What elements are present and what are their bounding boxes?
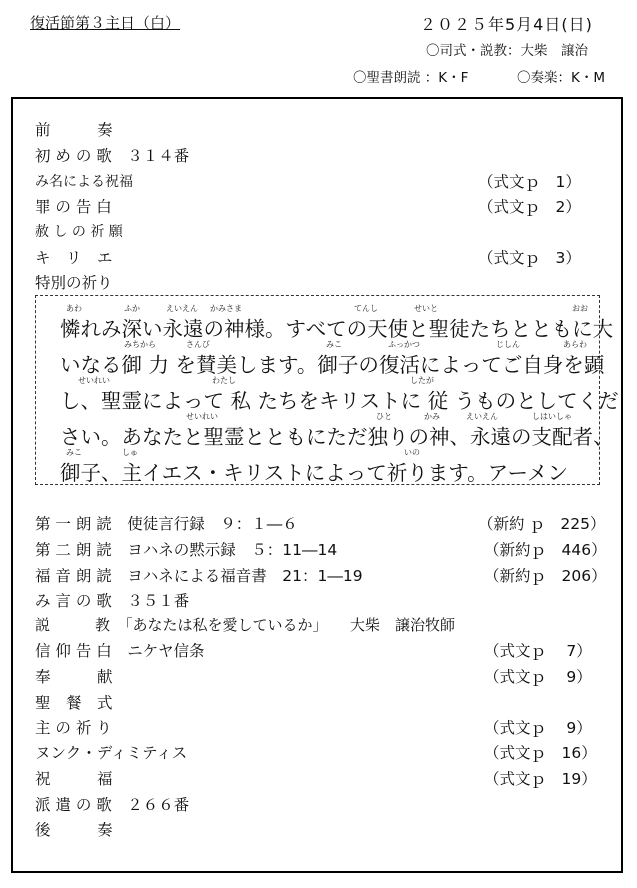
order-item-nunc-dimittis: ヌンク・ディミティス xyxy=(35,744,188,762)
order-ref-kyrie: （式文ｐ 3） xyxy=(478,249,581,267)
order-ref-invocation: （式文ｐ 1） xyxy=(478,173,581,191)
ruby: みこ xyxy=(326,340,342,349)
officiant-info: 〇司式・説教：大柴 譲治 xyxy=(426,43,588,59)
ruby: あわ xyxy=(66,304,82,313)
order-ref-lords-prayer: （式文ｐ 9） xyxy=(484,719,592,737)
order-ref-confession: （式文ｐ 2） xyxy=(478,198,581,216)
ruby: あらわ xyxy=(563,340,587,349)
order-item-prelude: 前 奏 xyxy=(35,121,113,139)
prayer-line-5: 御子、主イエス・キリストによって祈ります。アーメン xyxy=(60,461,568,485)
ruby: いの xyxy=(404,448,420,457)
order-ref-creed: （式文ｐ 7） xyxy=(484,642,592,660)
service-title: 復活節第３主日（白） xyxy=(30,14,181,32)
ruby: みこ xyxy=(66,448,82,457)
ruby: わたし xyxy=(212,376,236,385)
special-prayer-box xyxy=(35,295,619,485)
ruby: えいえん xyxy=(466,412,498,421)
order-item-invocation: み名による祝福 xyxy=(35,174,133,190)
ruby: かみさま xyxy=(210,304,242,313)
prayer-line-2: いなる御 力 を賛美します。御子の復活によってご自身を顕 xyxy=(60,353,605,377)
ruby: しゅ xyxy=(122,448,138,457)
ruby: さんび xyxy=(186,340,210,349)
ruby: せいれい xyxy=(78,376,110,385)
ruby: かみ xyxy=(424,412,440,421)
order-item-absolution: 赦 し の 祈 願 xyxy=(35,224,123,240)
order-item-lords-prayer: 主 の 祈 り xyxy=(35,719,112,737)
ruby: みちから xyxy=(124,340,156,349)
order-item-sermon-hymn: み 言 の 歌 ３５１番 xyxy=(35,592,190,610)
reader-info: 〇聖書朗読 ：K・F xyxy=(353,70,469,86)
ruby: しはいしゃ xyxy=(532,412,572,421)
order-item-kyrie: キ リ エ xyxy=(35,249,113,267)
order-item-benediction: 祝 福 xyxy=(35,770,113,788)
order-item-first-reading: 第 一 朗 読 使徒言行録 ９：１―６ xyxy=(35,515,298,533)
order-item-offering: 奉 献 xyxy=(35,668,113,686)
prayer-line-1: 憐れみ深い永遠の神様。すべての天使と聖徒たちとともに大 xyxy=(60,317,614,341)
order-item-gospel-reading: 福 音 朗 読 ヨハネによる福音書 21：1―19 xyxy=(35,567,363,585)
order-ref-offering: （式文ｐ 9） xyxy=(484,668,592,686)
ruby: えいえん xyxy=(166,304,198,313)
order-ref-second-reading: （新約ｐ 446） xyxy=(484,541,607,559)
order-ref-benediction: （式文ｐ 19） xyxy=(484,770,597,788)
ruby: ふか xyxy=(124,304,140,313)
ruby: おお xyxy=(572,304,588,313)
ruby: じしん xyxy=(496,340,520,349)
order-item-special-prayer: 特別の祈り xyxy=(35,274,113,292)
order-item-creed: 信 仰 告 白 ニケヤ信条 xyxy=(35,642,205,660)
ruby: ふっかつ xyxy=(388,340,420,349)
ruby: したが xyxy=(410,376,434,385)
order-ref-nunc-dimittis: （式文ｐ 16） xyxy=(484,744,597,762)
ruby: せいと xyxy=(414,304,438,313)
order-item-postlude: 後 奏 xyxy=(35,821,113,839)
order-ref-gospel-reading: （新約ｐ 206） xyxy=(484,567,607,585)
prayer-line-3: し、聖霊によって 私 たちをキリストに 従 うものとしてくだ xyxy=(60,389,619,413)
order-item-confession: 罪 の 告 白 xyxy=(35,198,112,216)
order-item-second-reading: 第 二 朗 読 ヨハネの黙示録 ５：11―14 xyxy=(35,541,338,559)
order-item-sermon: 説 教 「あなたは私を愛しているか」 大柴 譲治牧師 xyxy=(35,616,456,634)
ruby: ひと xyxy=(376,412,392,421)
prayer-line-4: さい。あなたと聖霊とともにただ独りの神、永遠の支配者、 xyxy=(60,425,614,449)
order-item-communion: 聖 餐 式 xyxy=(35,694,113,712)
order-item-sending-hymn: 派 遣 の 歌 ２６６番 xyxy=(35,796,190,814)
order-ref-first-reading: （新約 ｐ 225） xyxy=(478,515,606,533)
service-date: ２０２５年5月4日(日) xyxy=(420,15,593,34)
ruby: てんし xyxy=(354,304,378,313)
music-info: 〇奏楽：K・M xyxy=(517,70,606,86)
ruby: せいれい xyxy=(186,412,218,421)
order-item-opening-hymn: 初 め の 歌 ３１４番 xyxy=(35,147,190,165)
